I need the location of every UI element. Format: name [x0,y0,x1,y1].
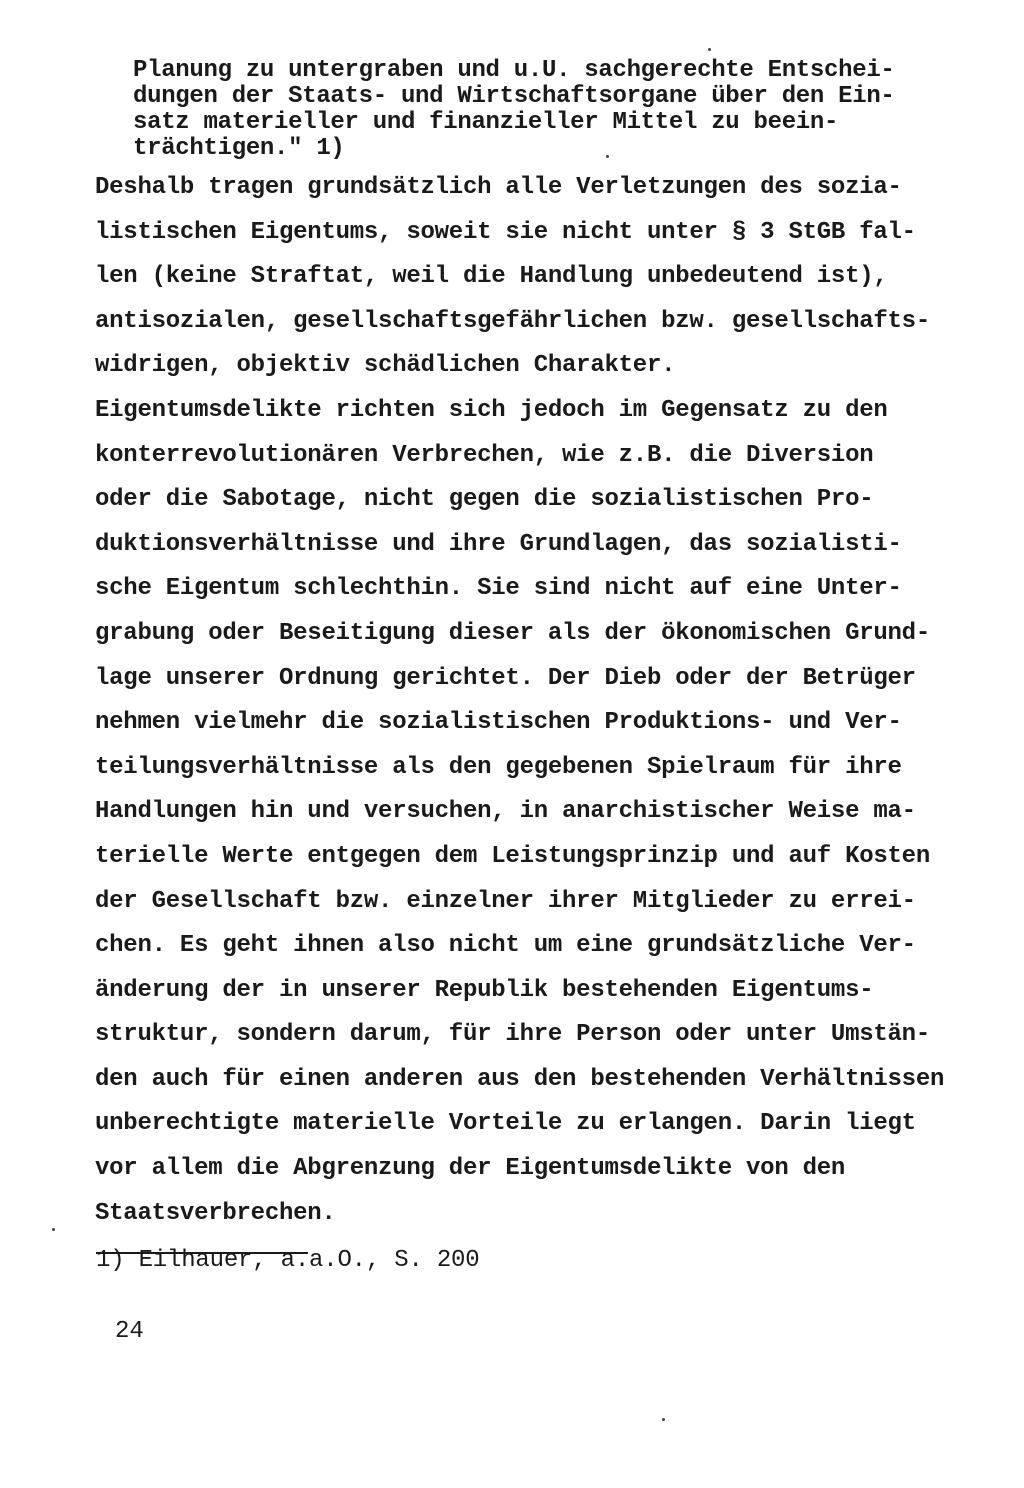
body-line: Staatsverbrechen. [95,1199,336,1227]
quotation-line: Planung zu untergraben und u.U. sachgerechte Entschei- [133,57,895,84]
body-line: änderung der in unserer Republik bestehenden Eigentums- [95,976,874,1004]
body-line: oder die Sabotage, nicht gegen die sozialistischen Pro- [95,486,874,514]
body-line: lage unserer Ordnung gerichtet. Der Dieb oder der Betrüger [95,664,916,692]
scan-speck [708,48,711,51]
page-number: 24 [115,1318,144,1345]
body-line: vor allem die Abgrenzung der Eigentumsdelikte von den [95,1155,846,1183]
body-line: grabung oder Beseitigung dieser als der ökonomischen Grund- [95,619,930,647]
body-text [95,166,945,1236]
body-line: konterrevolutionären Verbrechen, wie z.B. die Diversion [95,441,874,469]
body-line: Eigentumsdelikte richten sich jedoch im Gegensatz zu den [95,396,888,424]
body-line: antisozialen, gesellschaftsgefährlichen bzw. gesellschafts- [95,307,930,335]
body-line: duktionsverhältnisse und ihre Grundlagen, das sozialisti- [95,530,902,558]
body-line: unberechtigte materielle Vorteile zu erlangen. Darin liegt [95,1110,916,1138]
body-line: terielle Werte entgegen dem Leistungsprinzip und auf Kosten [95,842,930,870]
body-line: Deshalb tragen grundsätzlich alle Verletzungen des sozia- [95,174,902,201]
body-line: der Gesellschaft bzw. einzelner ihrer Mitglieder zu errei- [95,887,916,915]
quotation-line: satz materieller und finanzieller Mittel zu beein- [133,109,839,136]
body-line: den auch für einen anderen aus den bestehenden Verhältnissen [95,1065,945,1093]
scan-speck [52,1228,55,1231]
quotation-line: dungen der Staats- und Wirtschaftsorgane über den Ein- [133,83,895,110]
body-line: chen. Es geht ihnen also nicht um eine grundsätzliche Ver- [95,932,916,960]
scan-speck [662,1418,665,1421]
body-line: nehmen vielmehr die sozialistischen Produktions- und Ver- [95,709,902,737]
footnote: 1) Eilhauer, a.a.O., S. 200 [96,1247,480,1274]
body-line: sche Eigentum schlechthin. Sie sind nicht auf eine Unter- [95,575,902,603]
body-line: listischen Eigentums, soweit sie nicht unter § 3 StGB fal- [95,218,916,246]
body-line: widrigen, objektiv schädlichen Charakter. [95,352,676,380]
body-line: struktur, sondern darum, für ihre Person oder unter Umstän- [95,1021,930,1049]
quotation-line: trächtigen." 1) [133,135,345,162]
scan-speck [606,155,609,158]
body-line: Handlungen hin und versuchen, in anarchistischer Weise ma- [95,798,916,826]
quotation-block [133,58,893,162]
body-line: len (keine Straftat, weil die Handlung unbedeutend ist), [95,263,888,291]
body-line: teilungsverhältnisse als den gegebenen Spielraum für ihre [95,753,902,781]
